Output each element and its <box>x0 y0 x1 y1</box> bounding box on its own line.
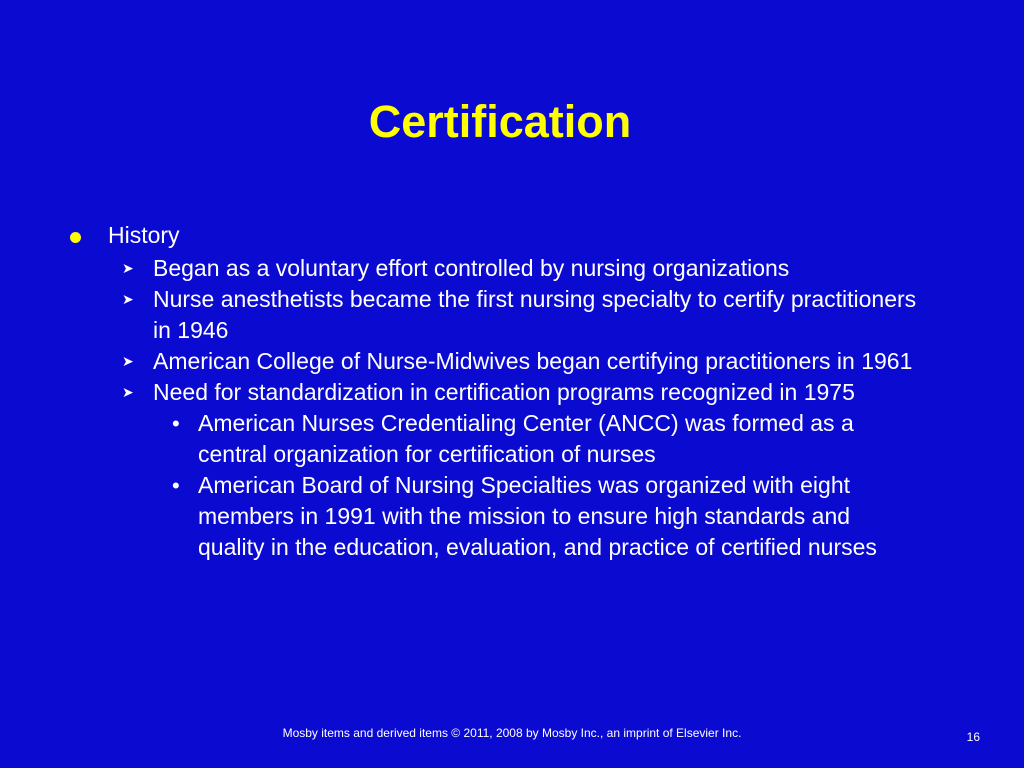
slide-content <box>70 220 930 563</box>
sub-sub-item <box>172 408 918 470</box>
dot-bullet-icon: • <box>172 473 180 498</box>
slide-title: Certification <box>368 96 632 147</box>
sub-item-text: Began as a voluntary effort controlled by nursing organizations <box>153 255 790 281</box>
round-bullet-icon <box>70 232 81 243</box>
sub-item-text: American College of Nurse-Midwives began certifying practitioners in 1961 <box>153 348 913 374</box>
sub-sub-item <box>172 470 918 563</box>
footer-copyright: Mosby items and derived items © 2011, 2008 by Mosby Inc., an imprint of Elsevier Inc. <box>282 726 742 740</box>
sub-item-text: Nurse anesthetists became the first nursing specialty to certify practitioners in 1946 <box>153 286 917 343</box>
page-number: 16 <box>966 730 980 744</box>
bullet-text: History <box>108 222 180 248</box>
sub-item <box>122 253 923 284</box>
arrow-bullet-icon: ➤ <box>122 291 134 307</box>
arrow-bullet-icon: ➤ <box>122 353 134 369</box>
sub-item <box>122 284 923 346</box>
sub-sub-item-text: American Board of Nursing Specialties was organized with eight members in 1991 with the mission to ensure high standards and quality in the education, evaluation, and practice of certified nurses <box>198 472 877 560</box>
arrow-bullet-icon: ➤ <box>122 384 134 400</box>
sub-sub-item-text: American Nurses Credentialing Center (ANCC) was formed as a central organization for certification of nurses <box>198 410 854 467</box>
arrow-bullet-icon: ➤ <box>122 260 134 276</box>
bullet-item-history <box>70 220 930 251</box>
dot-bullet-icon: • <box>172 411 180 436</box>
sub-item <box>122 346 923 377</box>
sub-item <box>122 377 923 408</box>
sub-item-text: Need for standardization in certification programs recognized in 1975 <box>153 379 855 405</box>
